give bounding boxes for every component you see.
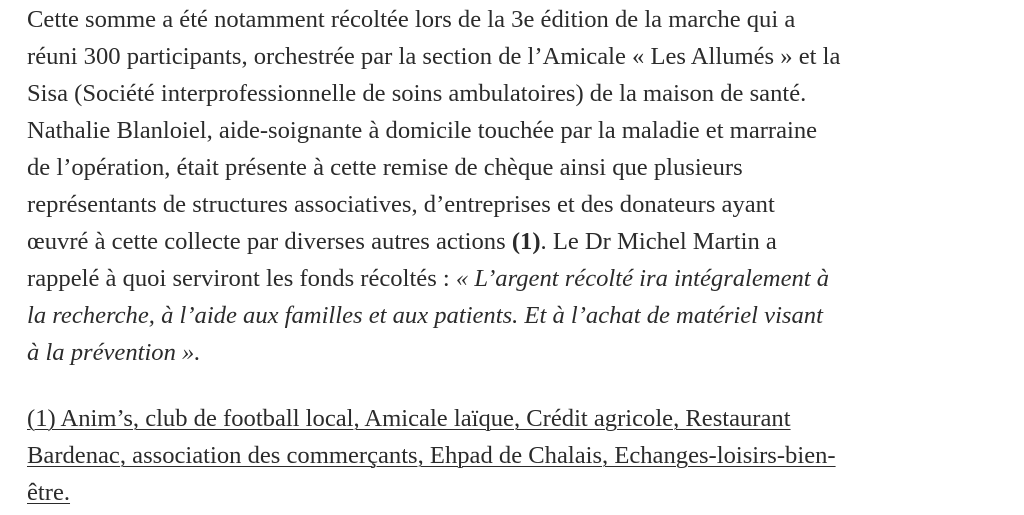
footnote-paragraph[interactable]	[27, 400, 836, 511]
footnote-reference[interactable]: (1)	[511, 228, 541, 255]
paragraph-line: Sisa (Société interprofessionnelle de soins ambulatoires) de la maison de santé.	[27, 80, 807, 107]
footnote-line[interactable]: (1) Anim’s, club de football local, Amicale laïque, Crédit agricole, Restaurant	[27, 405, 791, 432]
paragraph-line: réuni 300 participants, orchestrée par la section de l’Amicale « Les Allumés » et la	[27, 43, 841, 70]
quote-text: « L’argent récolté ira intégralement à	[455, 265, 830, 292]
footnote-line[interactable]: être.	[27, 479, 71, 506]
paragraph-text: rappelé à quoi serviront les fonds récoltés :	[27, 265, 456, 292]
paragraph-line: représentants de structures associatives, d’entreprises et des donateurs ayant	[27, 191, 775, 218]
paragraph-line: Nathalie Blanloiel, aide-soignante à domicile touchée par la maladie et marraine	[27, 117, 818, 144]
quote-line: à la prévention ».	[27, 339, 201, 366]
paragraph-text: œuvré à cette collecte par diverses autres actions	[27, 228, 512, 255]
paragraph-line	[27, 223, 840, 260]
paragraph-line	[27, 260, 840, 297]
quote-line: la recherche, à l’aide aux familles et aux patients. Et à l’achat de matériel visant	[27, 302, 823, 329]
paragraph-line: de l’opération, était présente à cette remise de chèque ainsi que plusieurs	[27, 154, 743, 181]
paragraph-text: . Le Dr Michel Martin a	[540, 228, 777, 255]
article-paragraph	[27, 1, 840, 371]
footnote-line[interactable]: Bardenac, association des commerçants, Ehpad de Chalais, Echanges-loisirs-bien-	[27, 442, 836, 469]
paragraph-line: Cette somme a été notamment récoltée lors de la 3e édition de la marche qui a	[27, 6, 796, 33]
